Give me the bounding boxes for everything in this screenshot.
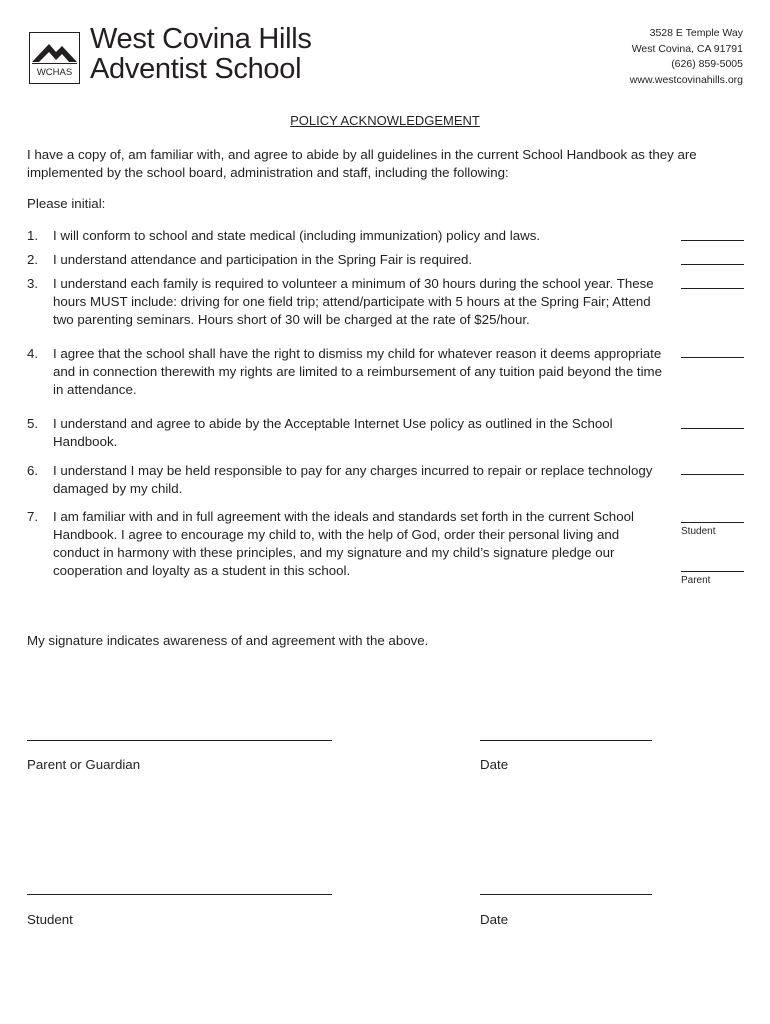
initial-line-4[interactable] [681,357,744,358]
policy-item-text: I agree that the school shall have the right to dismiss my child for whatever reason it deems appropriate and in connection therewith my rights are limited to a reimbursement of any tuition paid beyond the time in attendance. [53,346,663,397]
policy-item-number: 2. [27,252,39,267]
signature-note: My signature indicates awareness of and agreement with the above. [27,633,429,648]
policy-item-number: 7. [27,509,39,524]
policy-item-7 [27,508,667,580]
logo-text: WCHAS [36,67,73,78]
student-signature-label: Student [27,912,73,927]
please-initial-label: Please initial: [27,196,106,211]
student-date-label: Date [480,912,509,927]
school-name-line1: West Covina Hills [90,23,312,55]
policy-item-number: 1. [27,228,39,243]
parent-signature-line[interactable] [27,740,332,741]
policy-item-text: I will conform to school and state medical (including immunization) policy and laws. [53,228,541,243]
page-title [0,113,770,128]
address-city: West Covina, CA 91791 [631,42,743,55]
initial-line-6[interactable] [681,474,744,475]
school-address [630,26,743,88]
policy-item-5 [27,415,667,451]
policy-item-3 [27,275,667,329]
policy-item-number: 6. [27,463,39,478]
mountain-logo-icon [29,32,80,84]
policy-item-text: I am familiar with and in full agreement with the ideals and standards set forth in the current School Handbook. I agree to encourage my child to, with the help of God, order their personal living and conduct in harmony with these principles, and my signature and my child’s signature pledge our cooperation and loyalty as a student in this school. [53,509,634,578]
parent-signature-label: Parent or Guardian [27,757,141,772]
student-date-line[interactable] [480,894,652,895]
parent-date-label: Date [480,757,509,772]
school-name-line2: Adventist School [90,53,302,85]
initial-line-5[interactable] [681,428,744,429]
initial-line-7-student[interactable] [681,522,744,523]
school-name [90,24,312,84]
policy-item-text: I understand attendance and participation in the Spring Fair is required. [53,252,473,267]
policy-item-number: 4. [27,346,39,361]
parent-date-line[interactable] [480,740,652,741]
policy-item-number: 3. [27,276,39,291]
address-street: 3528 E Temple Way [649,27,743,39]
initial-line-7-parent[interactable] [681,571,744,572]
address-phone: (626) 859-5005 [671,58,743,70]
policy-item-4 [27,345,667,399]
initial-line-3[interactable] [681,288,744,289]
initial-line-1[interactable] [681,240,744,241]
intro-paragraph: I have a copy of, am familiar with, and agree to abide by all guidelines in the current School Handbook as they are implemented by the school board, administration and staff, including the following: [27,147,697,180]
policy-item-text: I understand each family is required to volunteer a minimum of 30 hours during the school year. These hours MUST include: driving for one field trip; attend/participate with 5 hours at the Spring Fair; Attend two parenting seminars. Hours short of 30 will be charged at the rate of $25/hour. [53,276,654,327]
policy-item-1 [27,227,667,245]
initial-line-2[interactable] [681,264,744,265]
school-logo [29,32,80,84]
policy-item-text: I understand and agree to abide by the Acceptable Internet Use policy as outlined in the School Handbook. [53,416,613,449]
student-initial-label: Student [681,526,716,537]
policy-item-number: 5. [27,416,39,431]
address-website: www.westcovinahills.org [629,73,743,86]
parent-initial-label: Parent [681,575,711,586]
policy-item-text: I understand I may be held responsible to pay for any charges incurred to repair or replace technology damaged by my child. [53,463,653,496]
student-signature-line[interactable] [27,894,332,895]
page-title-text: POLICY ACKNOWLEDGEMENT [290,113,480,128]
policy-item-6 [27,462,667,498]
policy-item-2 [27,251,667,269]
